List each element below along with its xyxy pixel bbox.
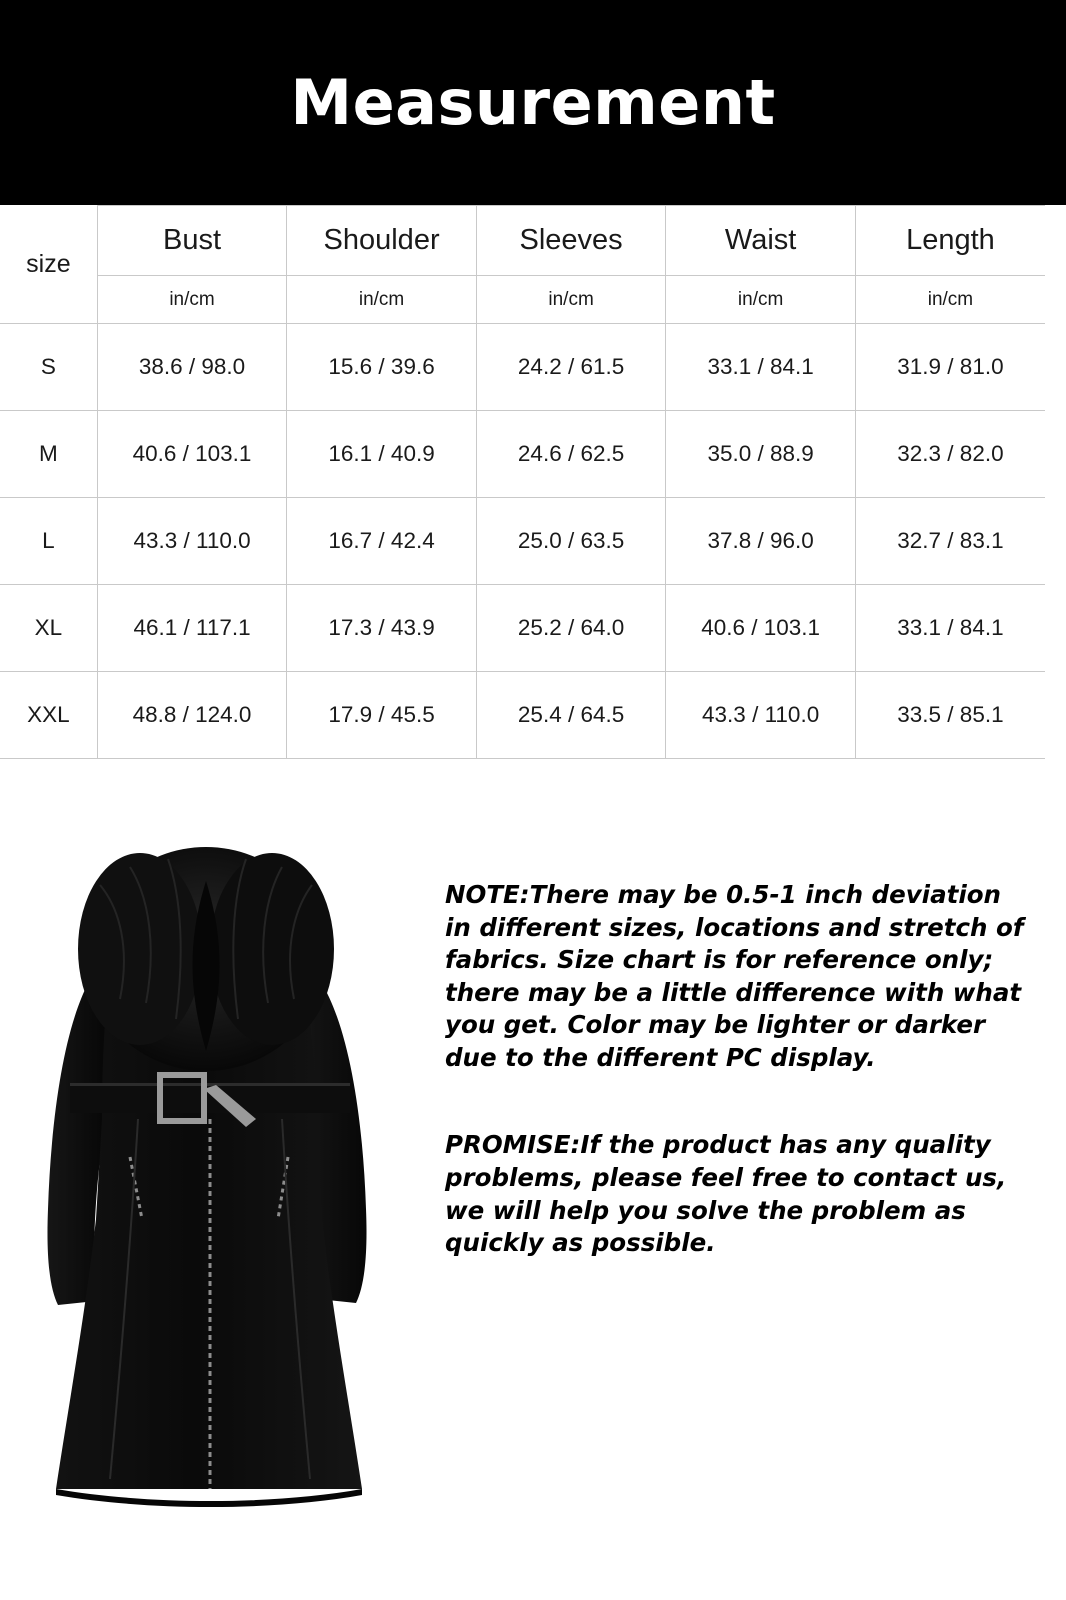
cell-bust: 46.1 / 117.1 — [97, 585, 287, 672]
cell-bust: 40.6 / 103.1 — [97, 411, 287, 498]
cell-sleeves: 24.2 / 61.5 — [476, 324, 666, 411]
table-row — [0, 672, 1045, 759]
product-image-area — [0, 759, 440, 1549]
lower-section — [0, 759, 1066, 1549]
column-header-waist: Waist — [666, 206, 856, 276]
note-text: NOTE:There may be 0.5-1 inch deviation in different sizes, locations and stretch of fabrics. Size chart is for reference only; there may be a little difference with what you get. Color may be lighter or darker due to the different PC display. — [445, 880, 1024, 1072]
cell-length: 33.1 / 84.1 — [855, 585, 1045, 672]
column-header-shoulder: Shoulder — [287, 206, 477, 276]
cell-waist: 40.6 / 103.1 — [666, 585, 856, 672]
coat-hem — [56, 1489, 362, 1507]
coat-illustration — [10, 789, 440, 1549]
unit-bust: in/cm — [97, 276, 287, 324]
cell-length: 31.9 / 81.0 — [855, 324, 1045, 411]
size-chart-table — [0, 205, 1045, 759]
cell-shoulder: 15.6 / 39.6 — [287, 324, 477, 411]
header-banner — [0, 0, 1066, 205]
cell-waist: 43.3 / 110.0 — [666, 672, 856, 759]
row-size-label: L — [0, 498, 97, 585]
column-header-bust: Bust — [97, 206, 287, 276]
cell-sleeves: 25.4 / 64.5 — [476, 672, 666, 759]
cell-length: 32.7 / 83.1 — [855, 498, 1045, 585]
promise-text: PROMISE:If the product has any quality problems, please feel free to contact us, we will help you solve the problem as quickly as possible. — [445, 1130, 1007, 1258]
coat-belt-highlight — [70, 1083, 350, 1086]
unit-waist: in/cm — [666, 276, 856, 324]
column-header-sleeves: Sleeves — [476, 206, 666, 276]
cell-waist: 33.1 / 84.1 — [666, 324, 856, 411]
cell-bust: 43.3 / 110.0 — [97, 498, 287, 585]
column-header-length: Length — [855, 206, 1045, 276]
table-row — [0, 498, 1045, 585]
table-row — [0, 585, 1045, 672]
row-size-label: S — [0, 324, 97, 411]
cell-bust: 48.8 / 124.0 — [97, 672, 287, 759]
table-unit-row — [0, 276, 1045, 324]
fur-collar-left — [78, 853, 202, 1045]
cell-bust: 38.6 / 98.0 — [97, 324, 287, 411]
table-row — [0, 411, 1045, 498]
unit-shoulder: in/cm — [287, 276, 477, 324]
table-row — [0, 324, 1045, 411]
size-table-container — [0, 205, 1066, 759]
cell-shoulder: 17.9 / 45.5 — [287, 672, 477, 759]
table-header-row — [0, 206, 1045, 276]
row-size-label: M — [0, 411, 97, 498]
notes-area — [440, 759, 1066, 1549]
cell-sleeves: 25.2 / 64.0 — [476, 585, 666, 672]
cell-shoulder: 17.3 / 43.9 — [287, 585, 477, 672]
page-title: Measurement — [290, 66, 776, 139]
cell-waist: 35.0 / 88.9 — [666, 411, 856, 498]
cell-length: 32.3 / 82.0 — [855, 411, 1045, 498]
cell-length: 33.5 / 85.1 — [855, 672, 1045, 759]
cell-sleeves: 24.6 / 62.5 — [476, 411, 666, 498]
cell-shoulder: 16.1 / 40.9 — [287, 411, 477, 498]
fur-collar-right — [210, 853, 334, 1045]
unit-length: in/cm — [855, 276, 1045, 324]
cell-sleeves: 25.0 / 63.5 — [476, 498, 666, 585]
cell-waist: 37.8 / 96.0 — [666, 498, 856, 585]
header-size-label: size — [0, 206, 97, 324]
cell-shoulder: 16.7 / 42.4 — [287, 498, 477, 585]
row-size-label: XXL — [0, 672, 97, 759]
row-size-label: XL — [0, 585, 97, 672]
unit-sleeves: in/cm — [476, 276, 666, 324]
